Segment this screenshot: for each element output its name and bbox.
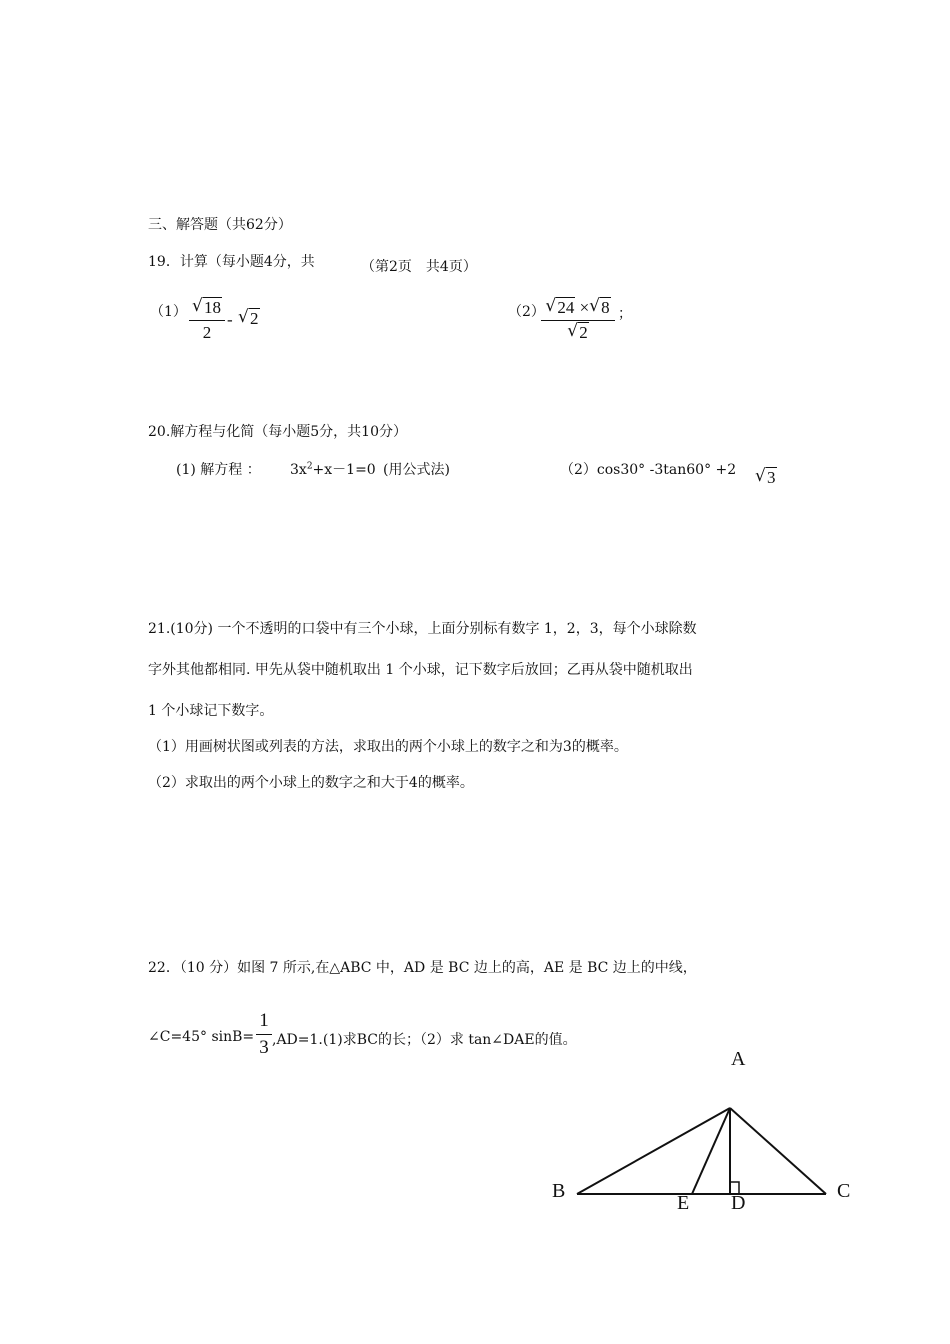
q20-part1-label: (1) 解方程 ： xyxy=(176,462,261,478)
page-footer-note: （第2页 共4页） xyxy=(361,259,477,275)
vertex-label-b: B xyxy=(552,1180,566,1202)
segment-ab xyxy=(577,1108,730,1194)
q19-stem: 19．计算（每小题4分，共 xyxy=(148,254,315,270)
section-header: 三、解答题（共62分） xyxy=(148,217,292,233)
q20-part2-root: √ 3 xyxy=(755,466,776,487)
triangle-figure xyxy=(540,1045,870,1220)
q20-eq-sup: 2 xyxy=(306,461,313,472)
vertex-label-e: E xyxy=(677,1192,690,1214)
q22-line2a: ∠C=45° sinB= xyxy=(148,1029,255,1045)
segment-ae xyxy=(692,1108,730,1194)
segment-ac xyxy=(730,1108,826,1194)
q19-part1-label: （1） xyxy=(150,304,187,320)
q19-part2-fraction: √ 24 × √ 8 √ 2 xyxy=(541,298,615,343)
q21-part2: （2）求取出的两个小球上的数字之和大于4的概率。 xyxy=(148,775,474,791)
q21-line1: 21.(10分) 一个不透明的口袋中有三个小球，上面分别标有数字 1，2，3，每个小球除数 xyxy=(148,621,697,637)
q22-line2b: ,AD=1.(1)求BC的长；（2）求 tan∠DAE的值。 xyxy=(272,1032,577,1048)
q20-part2-root-arg: 3 xyxy=(767,468,776,487)
vertex-label-d: D xyxy=(731,1192,746,1214)
q21-line3: 1 个小球记下数字。 xyxy=(148,703,274,719)
q20-eq-b: +x－1=0 xyxy=(312,462,376,478)
q20-eq-a: 3x xyxy=(290,462,307,478)
q19-part2-label: （2） xyxy=(508,304,545,320)
q19-part2-num-b: 8 xyxy=(601,298,610,317)
q20-part1-equation xyxy=(290,459,376,479)
q20-part2-expression: （2）cos30° -3tan60° +2 xyxy=(560,462,737,478)
q21-line2: 字外其他都相同. 甲先从袋中随机取出 1 个小球，记下数字后放回；乙再从袋中随机取出 xyxy=(148,662,693,678)
q19-part2-denominator: 2 xyxy=(579,323,588,342)
q19-part2-times: × xyxy=(579,298,590,317)
q20-stem: 20.解方程与化简（每小题5分，共10分） xyxy=(148,424,407,440)
q19-part1-minus: - xyxy=(227,310,233,329)
q19-part1-root: √ 2 xyxy=(238,307,259,328)
q19-part2-end: ； xyxy=(618,306,632,322)
q21-part1: （1）用画树状图或列表的方法，求取出的两个小球上的数字之和为3的概率。 xyxy=(148,739,628,755)
q19-part1-denominator: 2 xyxy=(202,323,212,342)
q19-part1-root-arg: 2 xyxy=(250,309,259,328)
q19-part1-fraction: √ 18 2 xyxy=(189,298,225,343)
q22-fraction xyxy=(256,1010,272,1059)
q19-part2-num-a: 24 xyxy=(557,298,575,317)
q19-part1-numerator: 18 xyxy=(204,298,221,317)
vertex-label-c: C xyxy=(837,1180,851,1202)
q22-fraction-num: 1 xyxy=(259,1010,269,1031)
q22-fraction-den: 3 xyxy=(259,1037,269,1058)
q22-line1: 22．（10 分）如图 7 所示,在△ABC 中，AD 是 BC 边上的高，AE 是 BC 边上的中线， xyxy=(148,960,697,976)
q20-part1-method: (用公式法) xyxy=(383,462,450,478)
vertex-label-a: A xyxy=(731,1048,746,1070)
